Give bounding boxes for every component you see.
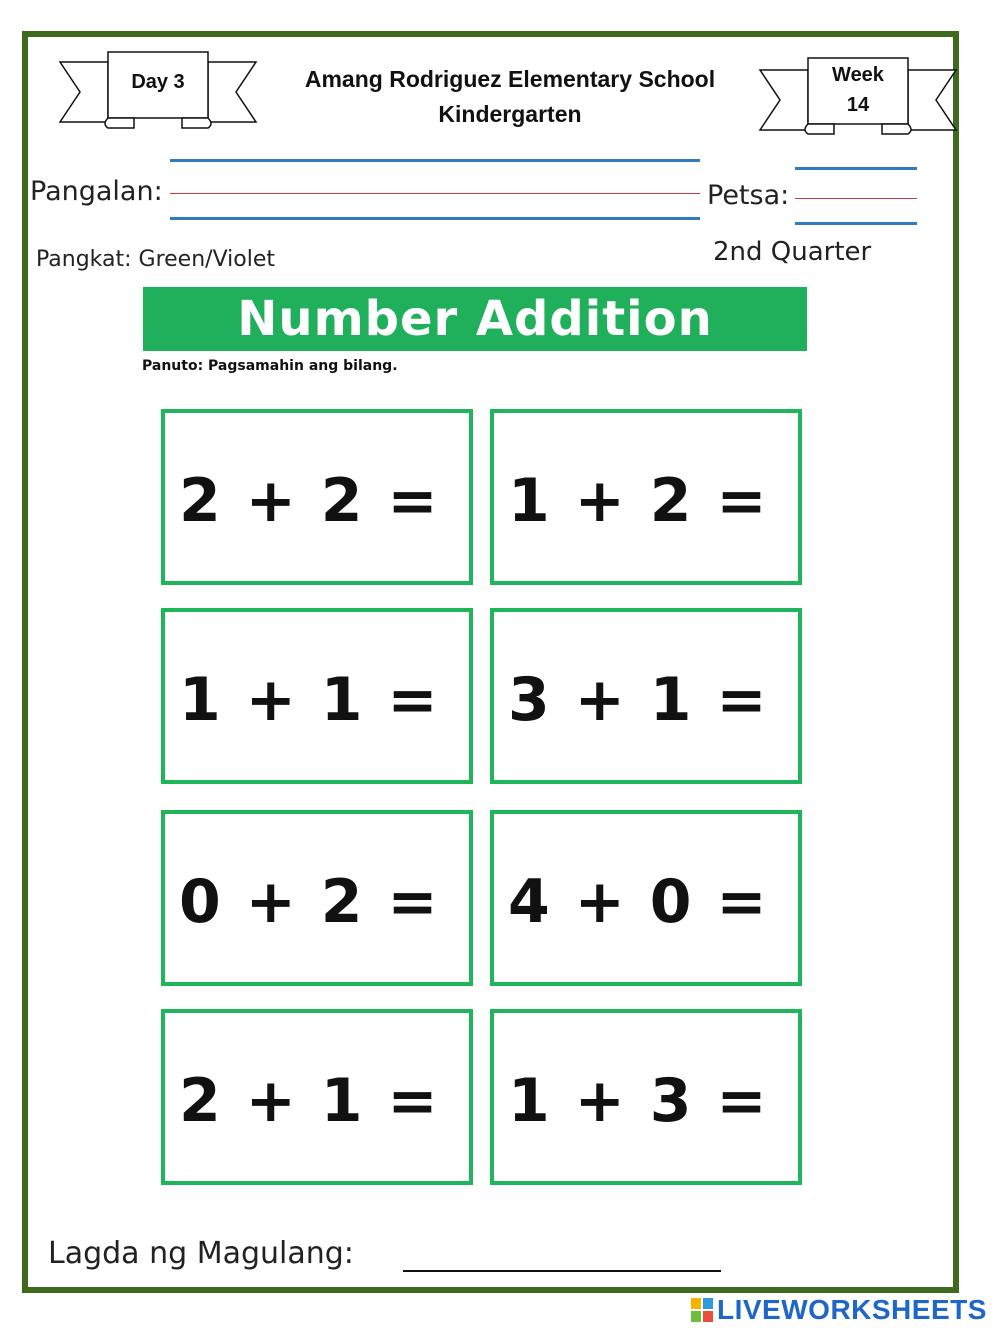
signature-label: Lagda ng Magulang:	[48, 1236, 354, 1271]
week-label-line1: Week	[832, 64, 884, 86]
problem-text: 1 + 2 =	[508, 466, 769, 536]
problem-card[interactable]	[161, 608, 473, 784]
problem-card[interactable]	[490, 810, 802, 986]
day-banner	[58, 48, 258, 132]
date-line-bottom	[795, 222, 917, 225]
date-label: Petsa:	[707, 180, 790, 211]
problem-text: 2 + 1 =	[179, 1066, 440, 1136]
problem-text: 3 + 1 =	[508, 665, 769, 735]
school-name: Amang Rodriguez Elementary School	[304, 66, 716, 92]
liveworksheets-logo-icon	[690, 1297, 714, 1323]
week-label-line2: 14	[846, 94, 870, 116]
grade-level: Kindergarten	[438, 101, 582, 127]
name-field[interactable]	[170, 193, 700, 194]
day-label: Day 3	[131, 71, 185, 93]
problem-card[interactable]	[490, 1009, 802, 1185]
name-line-top	[170, 159, 700, 162]
watermark-text: LIVEWORKSHEETS	[717, 1294, 987, 1325]
problem-card[interactable]	[161, 409, 473, 585]
section-label: Pangkat: Green/Violet	[36, 247, 275, 272]
worksheet-title: Number Addition	[143, 287, 807, 351]
problem-text: 2 + 2 =	[179, 466, 440, 536]
date-line-top	[795, 167, 917, 170]
problem-text: 4 + 0 =	[508, 867, 769, 937]
problem-card[interactable]	[490, 409, 802, 585]
signature-field[interactable]	[403, 1270, 721, 1272]
problem-text: 1 + 3 =	[508, 1066, 769, 1136]
problem-text: 1 + 1 =	[179, 665, 440, 735]
instructions: Panuto: Pagsamahin ang bilang.	[142, 358, 398, 374]
name-label: Pangalan:	[30, 176, 163, 207]
name-line-bottom	[170, 217, 700, 220]
problem-card[interactable]	[161, 1009, 473, 1185]
week-banner	[758, 54, 958, 138]
quarter-label: 2nd Quarter	[713, 237, 872, 267]
problem-text: 0 + 2 =	[179, 867, 440, 937]
date-field[interactable]	[795, 198, 917, 199]
problem-card[interactable]	[161, 810, 473, 986]
school-header	[260, 62, 760, 132]
liveworksheets-watermark[interactable]	[690, 1294, 987, 1326]
week-label	[808, 60, 908, 120]
problem-card[interactable]	[490, 608, 802, 784]
